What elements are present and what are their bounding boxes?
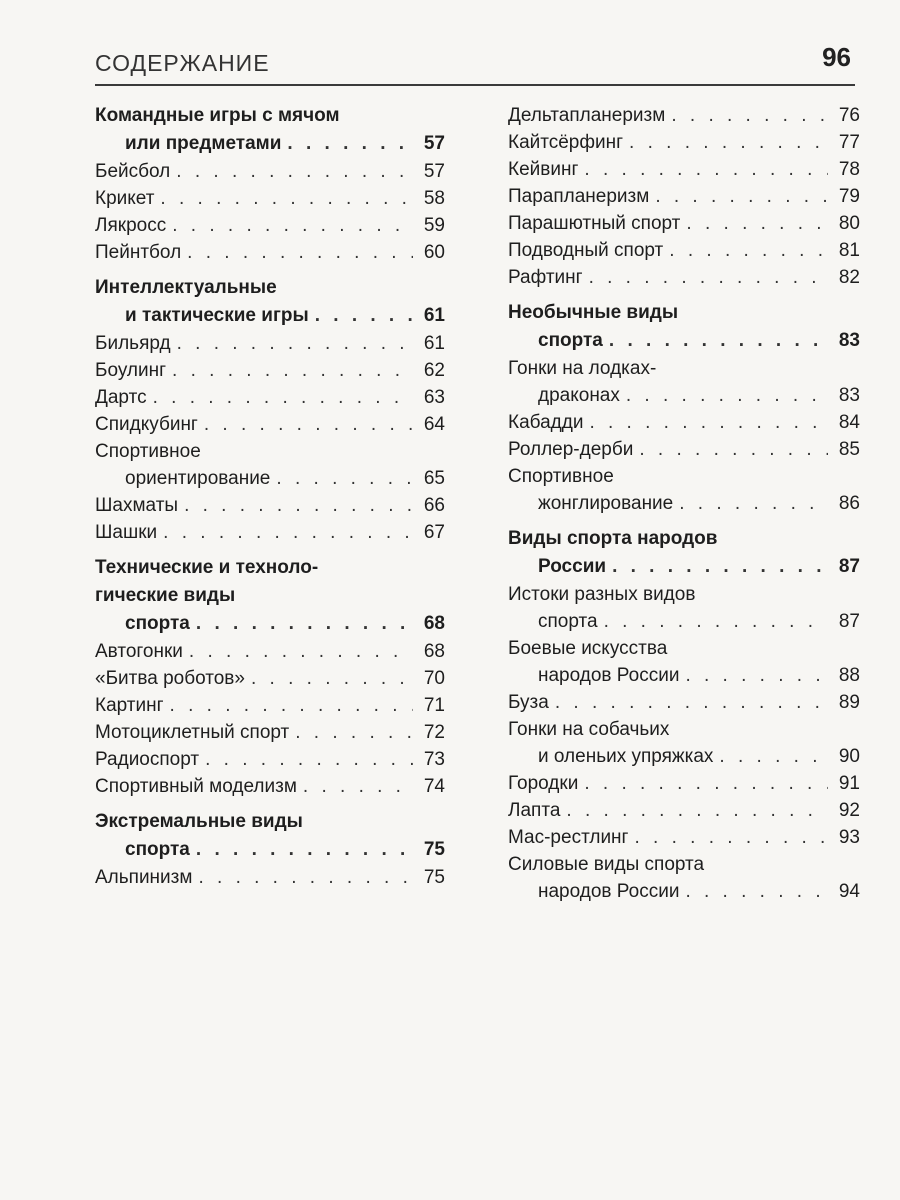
toc-row: [95, 719, 445, 746]
toc-page-number: 63: [423, 387, 445, 408]
toc-page-number: 67: [423, 522, 445, 543]
toc-row: [95, 692, 445, 719]
toc-row: [95, 665, 445, 692]
toc-row: [508, 490, 860, 517]
toc-entry: [508, 581, 860, 635]
toc-leader: [669, 237, 828, 264]
toc-title: спорта: [125, 613, 190, 634]
toc-page-number: 73: [423, 749, 445, 770]
toc-entry: [508, 770, 860, 797]
toc-entry: [508, 716, 860, 770]
toc-leader: [584, 156, 828, 183]
toc-leader: [196, 610, 413, 638]
toc-row: [508, 743, 860, 770]
toc-entry: [508, 689, 860, 716]
toc-section: [508, 299, 860, 355]
toc-title: Спортивный моделизм: [95, 776, 297, 797]
toc-page-number: 81: [838, 240, 860, 261]
toc-page-number: 77: [838, 132, 860, 153]
toc-title: Дартс: [95, 387, 147, 408]
toc-title: Автогонки: [95, 641, 183, 662]
toc-leader: [671, 102, 828, 129]
toc-leader: [172, 357, 413, 384]
toc-title: Альпинизм: [95, 867, 193, 888]
toc-leader: [639, 436, 828, 463]
toc-leader: [685, 662, 828, 689]
toc-title: Боулинг: [95, 360, 167, 381]
toc-leader: [685, 878, 828, 905]
toc-title: или предметами: [125, 133, 282, 154]
toc-title: Картинг: [95, 695, 164, 716]
toc-page-number: 57: [423, 133, 445, 154]
toc-entry: [508, 210, 860, 237]
toc-title: Крикет: [95, 188, 155, 209]
toc-row: [95, 411, 445, 438]
toc-row: [95, 492, 445, 519]
toc-title: Бейсбол: [95, 161, 171, 182]
toc-entry-line: Спортивное: [95, 441, 201, 462]
toc-row: [508, 608, 860, 635]
toc-title: «Битва роботов»: [95, 668, 245, 689]
toc-title: Шахматы: [95, 495, 179, 516]
toc-entry: [95, 638, 445, 665]
toc-row: [95, 638, 445, 665]
toc-entry: [95, 438, 445, 492]
toc-row: [508, 436, 860, 463]
toc-entry-line: Боевые искусства: [508, 638, 668, 659]
toc-leader: [276, 465, 413, 492]
toc-entry: [508, 436, 860, 463]
toc-entry: [508, 237, 860, 264]
toc-title: Парапланеризм: [508, 186, 650, 207]
toc-entry: [95, 773, 445, 800]
toc-page-number: 93: [838, 827, 860, 848]
toc-leader: [604, 608, 828, 635]
toc-section: [95, 274, 445, 330]
toc-entry: [508, 264, 860, 291]
toc-entry: [95, 492, 445, 519]
toc-row: [508, 824, 860, 851]
toc-row: [95, 465, 445, 492]
toc-row: [95, 610, 445, 638]
toc-page-number: 82: [838, 267, 860, 288]
toc-row: [508, 553, 860, 581]
toc-row: [508, 237, 860, 264]
toc-entry: [95, 411, 445, 438]
toc-page-number: 61: [423, 333, 445, 354]
toc-page-number: 91: [838, 773, 860, 794]
toc-leader: [187, 239, 413, 266]
toc-leader: [172, 212, 413, 239]
toc-leader: [189, 638, 413, 665]
toc-row: [95, 836, 445, 864]
toc-title: Пейнтбол: [95, 242, 182, 263]
toc-title: Городки: [508, 773, 579, 794]
toc-row: [508, 264, 860, 291]
toc-title: России: [538, 556, 607, 577]
toc-left-column: [95, 102, 445, 891]
toc-leader: [679, 490, 828, 517]
toc-section: [95, 808, 445, 864]
toc-title: народов России: [538, 665, 680, 686]
toc-page-number: 64: [423, 414, 445, 435]
toc-entry: [95, 384, 445, 411]
toc-title: Лякросс: [95, 215, 167, 236]
toc-page-number: 78: [838, 159, 860, 180]
toc-title: Рафтинг: [508, 267, 583, 288]
toc-entry: [95, 212, 445, 239]
toc-page-number: 84: [838, 412, 860, 433]
toc-leader: [295, 719, 413, 746]
toc-row: [508, 689, 860, 716]
page-title: СОДЕРЖАНИЕ: [95, 50, 270, 76]
toc-leader: [198, 864, 413, 891]
toc-leader: [303, 773, 413, 800]
toc-page-number: 83: [838, 385, 860, 406]
toc-page-number: 71: [423, 695, 445, 716]
toc-page-number: 89: [838, 692, 860, 713]
toc-entry: [95, 746, 445, 773]
toc-title: Спидкубинг: [95, 414, 198, 435]
toc-page-number: 61: [423, 305, 445, 326]
toc-page-number: 85: [838, 439, 860, 460]
toc-row: [508, 797, 860, 824]
toc-entry: [95, 239, 445, 266]
toc-title: и оленьих упряжках: [538, 746, 714, 767]
toc-row: [508, 156, 860, 183]
toc-leader: [609, 327, 828, 355]
toc-row: [95, 185, 445, 212]
toc-leader: [634, 824, 828, 851]
toc-entry: [95, 519, 445, 546]
toc-page-number: 94: [838, 881, 860, 902]
toc-page-number: 87: [838, 611, 860, 632]
toc-entry-line: Силовые виды спорта: [508, 854, 705, 875]
toc-page-number: 75: [423, 867, 445, 888]
toc-page-number: 68: [423, 613, 445, 634]
toc-leader: [287, 130, 413, 158]
toc-leader: [153, 384, 413, 411]
toc-title: и тактические игры: [125, 305, 309, 326]
toc-title: Дельтапланеризм: [508, 105, 666, 126]
toc-entry: [95, 330, 445, 357]
toc-entry: [508, 102, 860, 129]
toc-entry: [508, 797, 860, 824]
toc-title: Кайтсёрфинг: [508, 132, 624, 153]
toc-section-line: Необычные виды: [508, 302, 679, 323]
toc-title: Мас-рестлинг: [508, 827, 629, 848]
toc-leader: [170, 692, 413, 719]
toc-row: [95, 158, 445, 185]
toc-page-number: 79: [838, 186, 860, 207]
toc-leader: [184, 492, 413, 519]
toc-leader: [629, 129, 828, 156]
page-header: [95, 40, 855, 86]
toc-row: [508, 662, 860, 689]
toc-leader: [719, 743, 828, 770]
toc-row: [508, 382, 860, 409]
toc-entry: [95, 357, 445, 384]
toc-page-number: 68: [423, 641, 445, 662]
toc-section-line: Технические и техноло-: [95, 557, 319, 578]
toc-entry: [95, 719, 445, 746]
toc-leader: [196, 836, 413, 864]
toc-title: драконах: [538, 385, 620, 406]
toc-title: народов России: [538, 881, 680, 902]
toc-entry: [508, 851, 860, 905]
toc-row: [508, 183, 860, 210]
toc-section-line: гические виды: [95, 585, 236, 606]
toc-entry: [508, 463, 860, 517]
toc-row: [95, 773, 445, 800]
toc-row: [95, 239, 445, 266]
toc-row: [508, 878, 860, 905]
toc-entry-line: Гонки на собачьих: [508, 719, 670, 740]
toc-section-line: Экстремальные виды: [95, 811, 303, 832]
toc-entry: [95, 692, 445, 719]
toc-leader: [686, 210, 828, 237]
toc-title: Роллер-дерби: [508, 439, 634, 460]
toc-entry: [508, 409, 860, 436]
toc-leader: [555, 689, 828, 716]
toc-leader: [566, 797, 828, 824]
toc-leader: [589, 264, 828, 291]
toc-title: ориентирование: [125, 468, 271, 489]
toc-title: Кабадди: [508, 412, 584, 433]
toc-entry: [95, 185, 445, 212]
toc-leader: [176, 158, 413, 185]
toc-leader: [655, 183, 828, 210]
toc-entry: [95, 665, 445, 692]
toc-leader: [160, 185, 413, 212]
toc-section: [508, 525, 860, 581]
toc-row: [508, 129, 860, 156]
toc-row: [95, 212, 445, 239]
toc-page-number: 65: [423, 468, 445, 489]
toc-leader: [626, 382, 828, 409]
toc-title: Шашки: [95, 522, 158, 543]
toc-page-number: 92: [838, 800, 860, 821]
toc-page-number: 60: [423, 242, 445, 263]
toc-row: [95, 746, 445, 773]
toc-row: [95, 302, 445, 330]
toc-row: [508, 409, 860, 436]
toc-section-line: Виды спорта народов: [508, 528, 718, 549]
toc-title: Парашютный спорт: [508, 213, 681, 234]
toc-title: спорта: [538, 330, 603, 351]
toc-page-number: 70: [423, 668, 445, 689]
toc-entry-line: Спортивное: [508, 466, 614, 487]
toc-title: Буза: [508, 692, 549, 713]
toc-entry: [508, 355, 860, 409]
toc-leader: [584, 770, 828, 797]
toc-page-number: 57: [423, 161, 445, 182]
toc-page-number: 88: [838, 665, 860, 686]
page-number: 96: [822, 42, 851, 72]
toc-page-number: 74: [423, 776, 445, 797]
toc-entry: [95, 158, 445, 185]
toc-row: [95, 384, 445, 411]
toc-title: спорта: [125, 839, 190, 860]
toc-entry-line: Гонки на лодках-: [508, 358, 657, 379]
toc-leader: [205, 746, 413, 773]
toc-entry: [508, 129, 860, 156]
toc-section: [95, 554, 445, 638]
toc-entry-line: Истоки разных видов: [508, 584, 696, 605]
toc-page-number: 90: [838, 746, 860, 767]
toc-page-number: 83: [838, 330, 860, 351]
toc-title: Лапта: [508, 800, 561, 821]
toc-page-number: 76: [838, 105, 860, 126]
toc-title: Бильярд: [95, 333, 171, 354]
toc-leader: [612, 553, 828, 581]
toc-page-number: 87: [838, 556, 860, 577]
toc-row: [95, 357, 445, 384]
toc-title: Мотоциклетный спорт: [95, 722, 290, 743]
toc-row: [508, 327, 860, 355]
toc-leader: [589, 409, 828, 436]
toc-title: жонглирование: [538, 493, 674, 514]
toc-page-number: 86: [838, 493, 860, 514]
toc-row: [508, 210, 860, 237]
toc-page-number: 80: [838, 213, 860, 234]
toc-leader: [204, 411, 413, 438]
toc-title: спорта: [538, 611, 598, 632]
toc-entry: [508, 156, 860, 183]
toc-leader: [315, 302, 413, 330]
toc-row: [95, 519, 445, 546]
toc-entry: [508, 635, 860, 689]
toc-row: [95, 330, 445, 357]
toc-title: Подводный спорт: [508, 240, 664, 261]
toc-leader: [177, 330, 413, 357]
toc-entry: [508, 824, 860, 851]
toc-entry: [95, 864, 445, 891]
toc-entry: [508, 183, 860, 210]
toc-row: [95, 864, 445, 891]
toc-section-line: Командные игры с мячом: [95, 105, 340, 126]
toc-row: [95, 130, 445, 158]
toc-row: [508, 102, 860, 129]
toc-section: [95, 102, 445, 158]
toc-page-number: 72: [423, 722, 445, 743]
toc-title: Радиоспорт: [95, 749, 200, 770]
toc-leader: [163, 519, 413, 546]
toc-leader: [251, 665, 413, 692]
toc-section-line: Интеллектуальные: [95, 277, 277, 298]
toc-right-column: [508, 102, 860, 905]
toc-page-number: 75: [423, 839, 445, 860]
toc-page-number: 58: [423, 188, 445, 209]
toc-page-number: 59: [423, 215, 445, 236]
toc-page-number: 62: [423, 360, 445, 381]
toc-page-number: 66: [423, 495, 445, 516]
toc-title: Кейвинг: [508, 159, 579, 180]
toc-row: [508, 770, 860, 797]
